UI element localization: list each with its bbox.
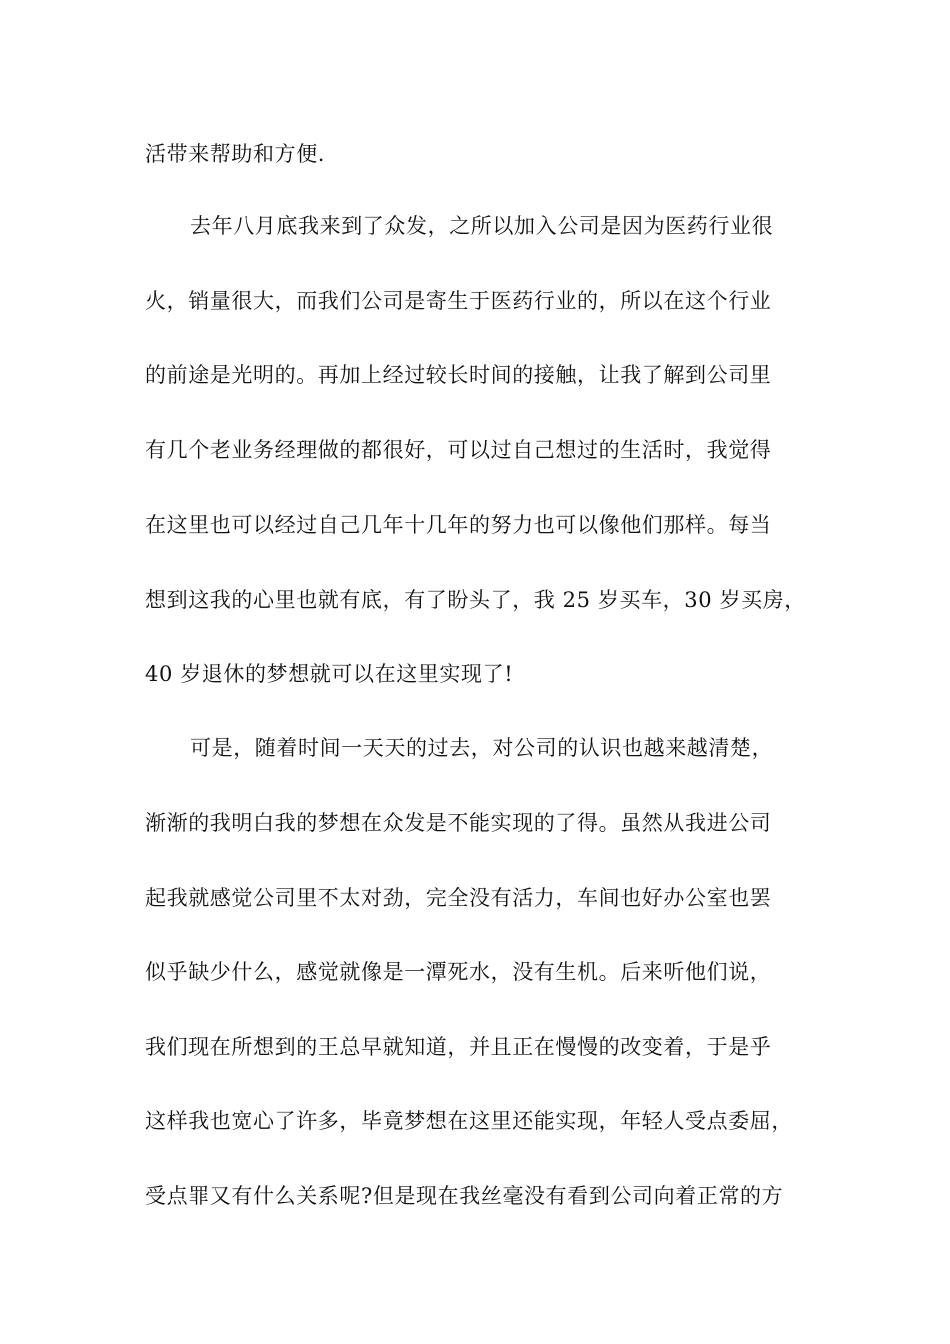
text-line: 似乎缺少什么，感觉就像是一潭死水，没有生机。后来听他们说，	[145, 960, 772, 984]
text-line: 40 岁退休的梦想就可以在这里实现了!	[145, 662, 514, 686]
text-line: 我们现在所想到的王总早就知道，并且正在慢慢的改变着，于是乎	[145, 1035, 772, 1059]
text-line: 这样我也宽心了许多，毕竟梦想在这里还能实现，年轻人受点委屈，	[145, 1109, 793, 1133]
paragraph-start-line: 去年八月底我来到了众发，之所以加入公司是因为医药行业很	[190, 214, 774, 238]
text-line: 受点罪又有什么关系呢?但是现在我丝毫没有看到公司向着正常的方	[145, 1184, 784, 1208]
text-line: 想到这我的心里也就有底，有了盼头了，我 25 岁买车，30 岁买房，	[145, 588, 806, 612]
text-line: 活带来帮助和方便.	[145, 142, 326, 166]
text-line: 有几个老业务经理做的都很好，可以过自己想过的生活时，我觉得	[145, 438, 772, 462]
paragraph-start-line: 可是，随着时间一天天的过去，对公司的认识也越来越清楚，	[190, 736, 774, 760]
text-line: 的前途是光明的。再加上经过较长时间的接触，让我了解到公司里	[145, 363, 772, 387]
text-line: 渐渐的我明白我的梦想在众发是不能实现的了得。虽然从我进公司	[145, 811, 772, 835]
text-line: 起我就感觉公司里不太对劲，完全没有活力，车间也好办公室也罢	[145, 886, 772, 910]
text-line: 火，销量很大，而我们公司是寄生于医药行业的，所以在这个行业	[145, 289, 772, 313]
text-line: 在这里也可以经过自己几年十几年的努力也可以像他们那样。每当	[145, 513, 772, 537]
